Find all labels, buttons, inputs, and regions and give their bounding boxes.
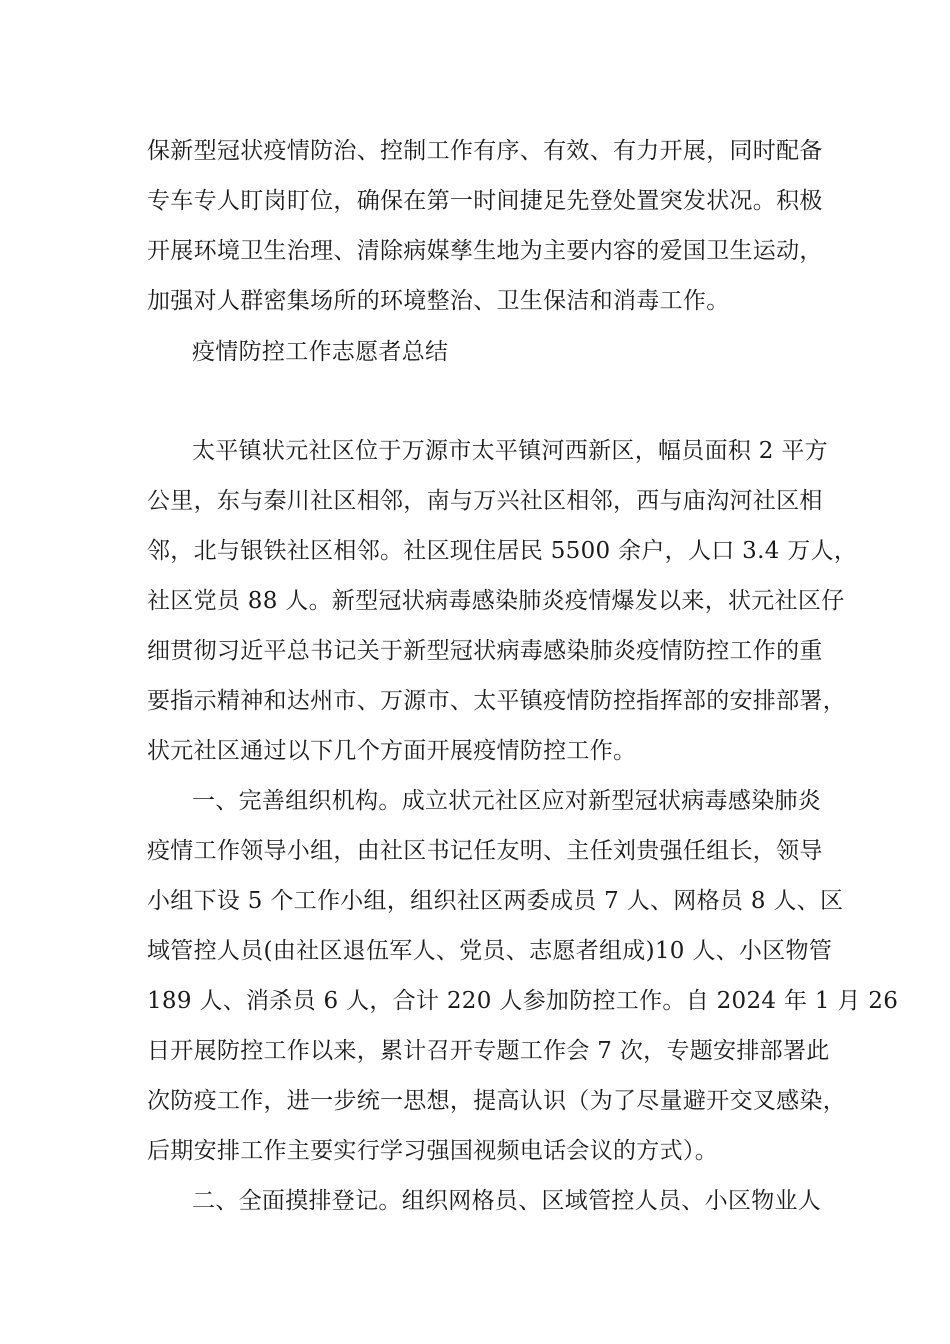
section-title: 疫情防控工作志愿者总结	[192, 339, 449, 365]
paragraph-line: 状元社区通过以下几个方面开展疫情防控工作。	[147, 738, 637, 764]
paragraph-line: 后期安排工作主要实行学习强国视频电话会议的方式）。	[147, 1138, 718, 1164]
intro-line: 加强对人群密集场所的环境整治、卫生保洁和消毒工作。	[147, 288, 730, 314]
intro-line: 保新型冠状疫情防治、控制工作有序、有效、有力开展，同时配备	[147, 138, 823, 164]
paragraph-line: 一、完善组织机构。成立状元社区应对新型冠状病毒感染肺炎	[192, 788, 822, 814]
paragraph-line: 社区党员 88 人。新型冠状病毒感染肺炎疫情爆发以来，状元社区仔	[147, 588, 845, 614]
paragraph-line: 疫情工作领导小组，由社区书记任友明、主任刘贵强任组长，领导	[147, 838, 823, 864]
intro-line: 开展环境卫生治理、清除病媒孳生地为主要内容的爱国卫生运动，	[147, 238, 823, 264]
paragraph-line: 邻，北与银铁社区相邻。社区现住居民 5500 余户，人口 3.4 万人，	[147, 538, 858, 564]
intro-line: 专车专人盯岗盯位，确保在第一时间捷足先登处置突发状况。积极	[147, 188, 823, 214]
paragraph-line: 小组下设 5 个工作小组，组织社区两委成员 7 人、网格员 8 人、区	[147, 888, 844, 914]
paragraph-line: 公里，东与秦川社区相邻，南与万兴社区相邻，西与庙沟河社区相	[147, 488, 823, 514]
paragraph-line: 要指示精神和达州市、万源市、太平镇疫情防控指挥部的安排部署，	[147, 688, 846, 714]
paragraph-line: 189 人、消杀员 6 人，合计 220 人参加防控工作。自 2024 年 1 月 26	[147, 988, 899, 1014]
paragraph-line: 太平镇状元社区位于万源市太平镇河西新区，幅员面积 2 平方	[192, 438, 828, 464]
paragraph-line: 二、全面摸排登记。组织网格员、区域管控人员、小区物业人	[192, 1188, 822, 1214]
paragraph-line: 次防疫工作，进一步统一思想，提高认识（为了尽量避开交叉感染，	[147, 1088, 846, 1114]
paragraph-line: 细贯彻习近平总书记关于新型冠状病毒感染肺炎疫情防控工作的重	[147, 638, 823, 664]
paragraph-line: 日开展防控工作以来，累计召开专题工作会 7 次，专题安排部署此	[147, 1038, 830, 1064]
paragraph-line: 域管控人员(由社区退伍军人、党员、志愿者组成)10 人、小区物管	[147, 938, 833, 964]
